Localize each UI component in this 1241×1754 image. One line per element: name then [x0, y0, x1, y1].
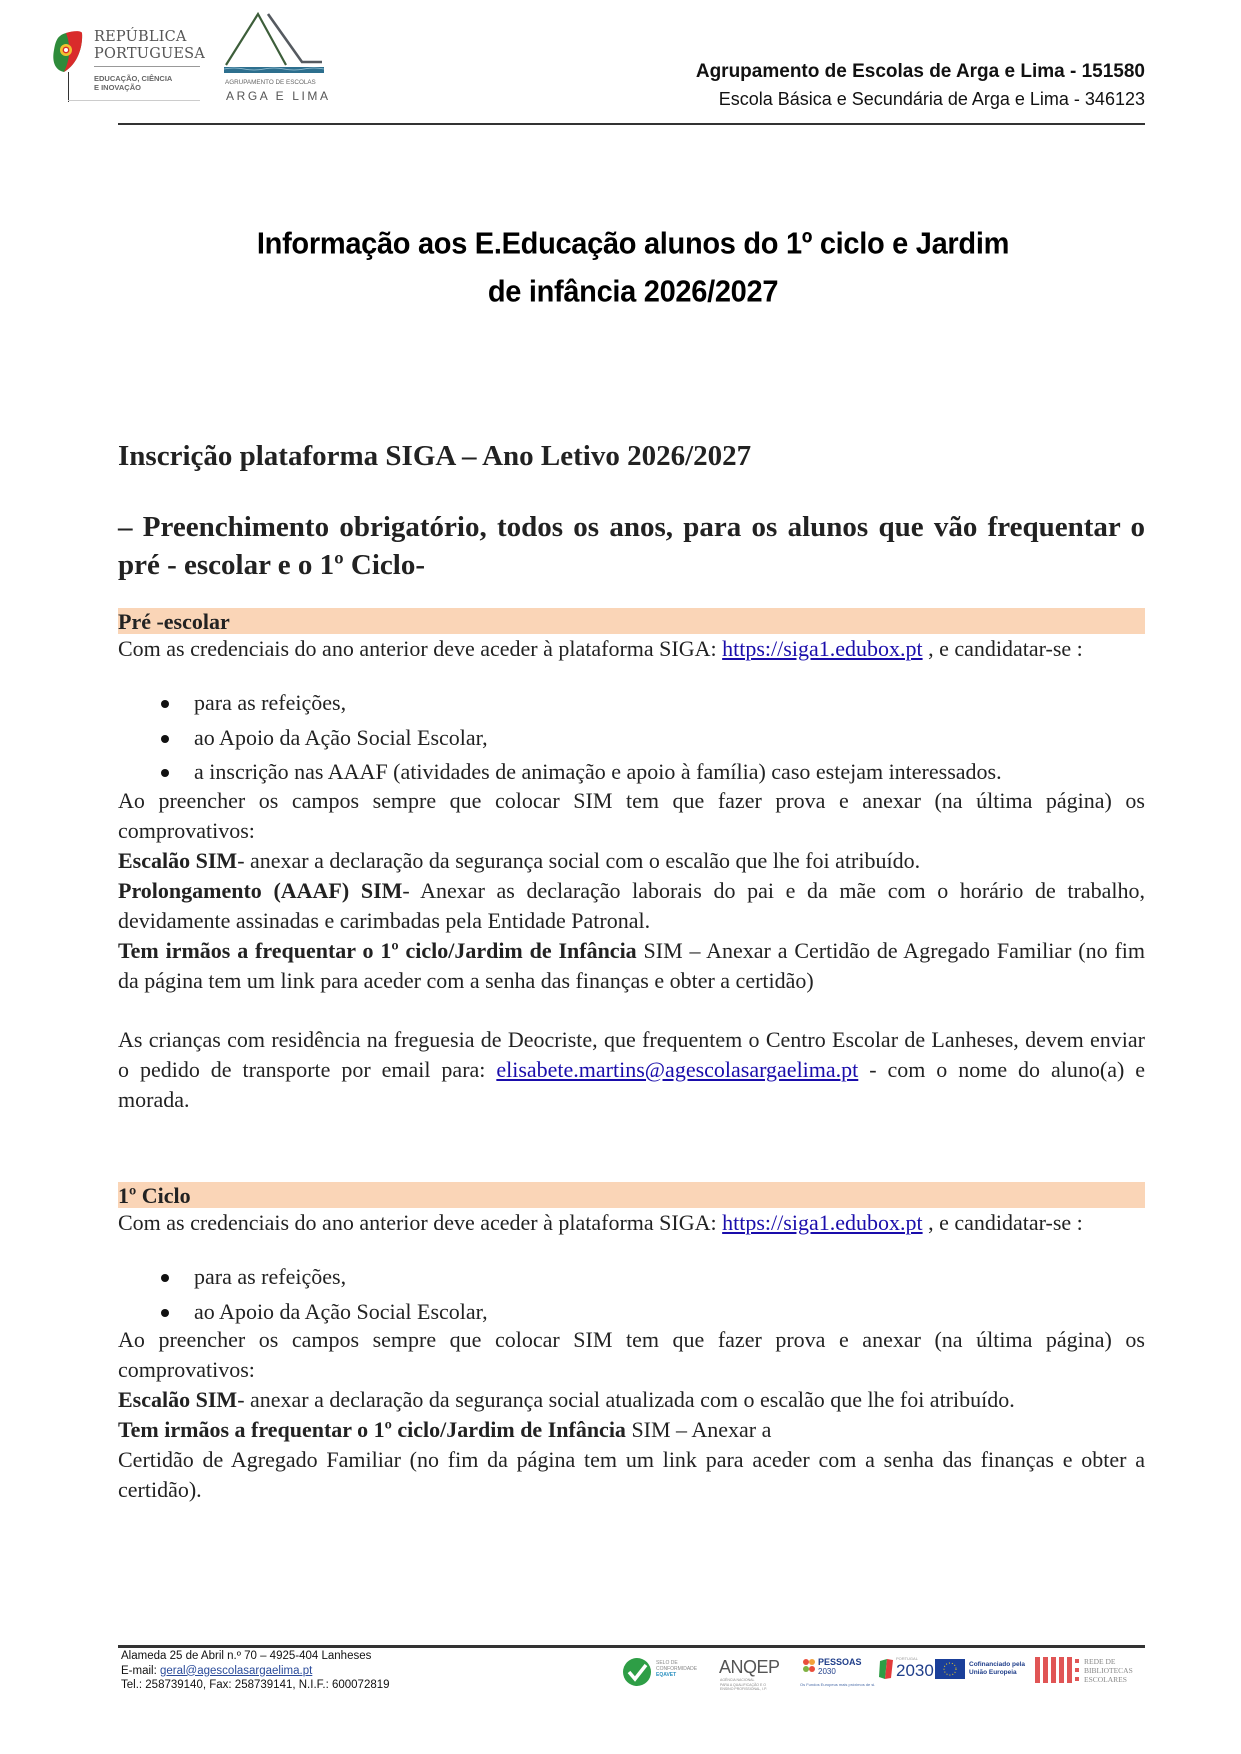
- escalao-label: Escalão SIM: [118, 1387, 238, 1412]
- eqavet-check-icon: [622, 1657, 652, 1687]
- footer-email-label: E-mail:: [121, 1664, 160, 1677]
- prolongamento-paragraph: [118, 876, 1145, 936]
- anqep-logo: ANQEP: [719, 1657, 780, 1677]
- prolongamento-text: - Anexar as declaração laborais do pai e da mãe com o horário de trabalho, devidamente assinadas e carimbadas pela Entidade Patronal.: [118, 877, 1145, 933]
- pre-escolar-bullet-list: [118, 686, 1145, 790]
- eu-line1: Cofinanciado pela: [969, 1661, 1025, 1668]
- footer-contacts: Tel.: 258739140, Fax: 258739141, N.I.F.: 600072819: [121, 1679, 390, 1691]
- logo-subtext-line2: E INOVAÇÃO: [94, 83, 141, 92]
- irmaos-paragraph-continued: Certidão de Agregado Familiar (no fim da página tem um link para aceder com a senha das finanças e obter a certidão).: [118, 1447, 1145, 1502]
- anqep-sub1: AGÊNCIA NACIONAL: [720, 1678, 755, 1682]
- 1-ciclo-bullet-list: [118, 1260, 1145, 1329]
- header-divider: [118, 123, 1145, 125]
- footer-address: Alameda 25 de Abril n.º 70 – 4925-404 Lanheses: [121, 1650, 372, 1662]
- republica-portuguesa-logo: [48, 22, 203, 102]
- transport-text: As crianças com residência na freguesia de Deocriste, que frequentem o Centro Escolar de Lanheses, devem enviar o pedido de transporte por email para:: [118, 1026, 1145, 1082]
- bullet-icon: [161, 1309, 169, 1317]
- bullet-icon: [161, 735, 169, 743]
- list-item-text: a inscrição nas AAAF (atividades de animação e apoio à família) caso estejam interessados.: [194, 759, 1002, 784]
- siga-link[interactable]: https://siga1.edubox.pt: [722, 636, 923, 661]
- eqavet-line3: EQAVET: [656, 1672, 677, 1678]
- access-paragraph: [118, 1208, 1145, 1238]
- irmaos-text: SIM – Anexar a: [625, 1417, 772, 1442]
- pessoas-tagline: Os Fundos Europeus mais próximos de si.: [800, 1682, 876, 1687]
- eu-line2: União Europeia: [969, 1669, 1017, 1676]
- pessoas-flower-icon: [802, 1658, 816, 1674]
- rbe-line3: ESCOLARES: [1084, 1675, 1127, 1684]
- page-title-line1: Informação aos E.Educação alunos do 1º ciclo e Jardim: [256, 227, 1010, 261]
- escalao-text: - anexar a declaração da segurança social com o escalão que lhe foi atribuído.: [237, 847, 921, 873]
- access-tail: , e candidatar-se :: [922, 636, 1083, 661]
- irmaos-label: Tem irmãos a frequentar o 1º ciclo/Jardim de Infância: [118, 937, 637, 963]
- proof-paragraph: Ao preencher os campos sempre que colocar SIM tem que fazer prova e anexar (na última página) os comprovativos:: [118, 787, 1145, 843]
- logo-bottom-rule: [68, 100, 200, 101]
- irmaos-label: Tem irmãos a frequentar o 1º ciclo/Jardim de Infância: [118, 1417, 626, 1442]
- access-tail: , e candidatar-se :: [922, 1210, 1083, 1235]
- header-title: Agrupamento de Escolas de Arga e Lima - 151580: [695, 61, 1145, 82]
- list-item: [118, 1295, 1145, 1330]
- portugal-2030-flag-icon: [878, 1658, 894, 1680]
- logo-subtext-line1: EDUCAÇÃO, CIÊNCIA: [94, 74, 173, 83]
- footer-contact-info: [121, 1649, 390, 1693]
- mountain-icon: [224, 10, 324, 78]
- anqep-sub2: PARA A QUALIFICAÇÃO E O: [720, 1682, 767, 1687]
- anqep-subtext: [720, 1678, 767, 1692]
- pessoas-logo-text: PESSOAS: [818, 1657, 862, 1667]
- transport-paragraph: [118, 1025, 1145, 1115]
- list-item: [118, 755, 1145, 790]
- section-heading-pre-escolar: Pré -escolar: [118, 608, 1145, 634]
- list-item: [118, 686, 1145, 721]
- list-item-text: para as refeições,: [194, 690, 347, 715]
- logo-vertical-line: [68, 72, 69, 102]
- access-text: Com as credenciais do ano anterior deve aceder à plataforma SIGA:: [118, 636, 723, 661]
- footer-email-link[interactable]: geral@agescolasargaelima.pt: [159, 1664, 313, 1677]
- logo-text-line1: REPÚBLICA: [94, 29, 187, 45]
- escalao-paragraph: [118, 1385, 1145, 1415]
- list-item-text: para as refeições,: [194, 1264, 347, 1289]
- list-item-text: ao Apoio da Ação Social Escolar,: [194, 724, 488, 750]
- access-paragraph: [118, 634, 1145, 664]
- irmaos-paragraph: [118, 936, 1145, 996]
- list-item-text: ao Apoio da Ação Social Escolar,: [194, 1298, 488, 1324]
- school-logo-name: ARGA E LIMA: [226, 89, 331, 103]
- rbe-logo-icon: [1035, 1657, 1081, 1683]
- transport-email-link[interactable]: elisabete.martins@agescolasargaelima.pt: [496, 1056, 859, 1082]
- bullet-icon: [161, 1274, 169, 1282]
- rbe-line2: BIBLIOTECAS: [1084, 1666, 1133, 1675]
- anqep-sub3: ENSINO PROFISSIONAL, I.P.: [720, 1687, 768, 1691]
- access-text: Com as credenciais do ano anterior deve aceder à plataforma SIGA:: [118, 1210, 723, 1235]
- proof-paragraph: Ao preencher os campos sempre que colocar SIM tem que fazer prova e anexar (na última página) os comprovativos:: [118, 1327, 1145, 1382]
- irmaos-paragraph: [118, 1415, 1145, 1445]
- footer-logos: [622, 1655, 1142, 1699]
- list-item: [118, 1260, 1145, 1295]
- logo-text-line2: PORTUGUESA: [94, 46, 205, 62]
- escalao-text: - anexar a declaração da segurança social atualizada com o escalão que lhe foi atribuído.: [237, 1387, 1015, 1412]
- eqavet-line2: CONFORMIDADE: [656, 1666, 698, 1672]
- page-title: [118, 220, 1148, 317]
- bullet-icon: [161, 769, 169, 777]
- document-intro: – Preenchimento obrigatório, todos os anos, para os alunos que vão frequentar o pré - escolar e o 1º Ciclo-: [118, 511, 1145, 581]
- portugal-2030-year: 2030: [896, 1661, 934, 1680]
- rbe-text: [1084, 1657, 1133, 1684]
- bullet-icon: [161, 700, 169, 708]
- logo-divider: [94, 66, 200, 67]
- portugal-flag-icon: [50, 30, 84, 74]
- footer-email-line: [121, 1664, 390, 1679]
- escalao-paragraph: [118, 846, 1145, 876]
- header-school-info: [696, 58, 1145, 112]
- eu-cofinanced-text: [969, 1661, 1025, 1677]
- section-pre-escolar-body: [118, 634, 1145, 1115]
- eqavet-line1: SELO DE: [656, 1660, 678, 1666]
- school-logo-small-text: AGRUPAMENTO DE ESCOLAS: [225, 79, 316, 86]
- rbe-line1: REDE DE: [1084, 1657, 1116, 1666]
- list-item: [118, 721, 1145, 756]
- page-title-line2: de infância 2026/2027: [487, 275, 779, 309]
- irmaos-text: SIM – Anexar a Certidão de Agregado Familiar (no fim da página tem um link para aceder com a senha das finanças e obter a certidão): [118, 937, 1145, 993]
- prolongamento-label: Prolongamento (AAAF) SIM: [118, 877, 403, 903]
- eqavet-logo-text: [656, 1660, 697, 1678]
- section-1-ciclo-body: [118, 1208, 1145, 1505]
- header-subtitle: Escola Básica e Secundária de Arga e Lima - 346123: [718, 89, 1145, 109]
- eu-flag-icon: [935, 1659, 965, 1679]
- footer-divider: [118, 1645, 1145, 1648]
- escalao-label: Escalão SIM: [118, 847, 238, 873]
- siga-link[interactable]: https://siga1.edubox.pt: [722, 1210, 923, 1235]
- transport-tail: - com o nome do aluno(a) e morada.: [118, 1056, 1145, 1112]
- section-heading-1-ciclo: 1º Ciclo: [118, 1182, 1145, 1208]
- school-logo: [224, 10, 331, 105]
- pessoas-year: 2030: [818, 1667, 836, 1676]
- portugal-label: PORTUGAL: [896, 1656, 918, 1661]
- document-subtitle: Inscrição plataforma SIGA – Ano Letivo 2026/2027: [118, 440, 752, 472]
